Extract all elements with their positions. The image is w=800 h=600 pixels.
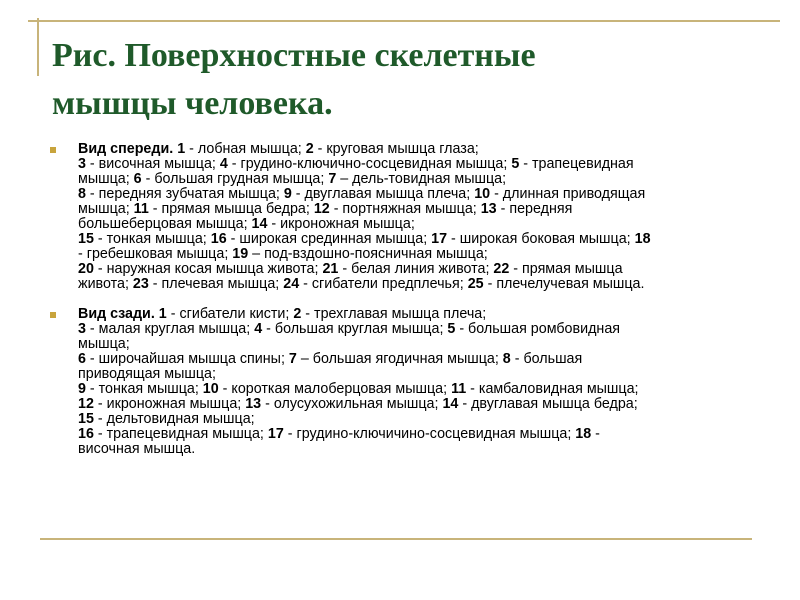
muscle-number: 6 (78, 351, 86, 367)
muscle-text: - грудино-ключичино-сосцевидная мышца; (283, 426, 576, 442)
muscle-number: 15 (78, 411, 94, 427)
text-line (78, 142, 750, 157)
muscle-text: - двуглавая мышца бедра; (458, 396, 638, 412)
muscle-number: 10 (202, 381, 219, 397)
muscle-text: - белая линия живота; (338, 261, 494, 277)
text-line (78, 322, 750, 337)
muscle-text: - передняя зубчатая мышца; (85, 186, 284, 202)
muscle-number: 18 (634, 231, 651, 247)
muscle-text: - тонкая мышца; (85, 381, 203, 397)
muscle-text: – большая ягодичная мышца; (296, 351, 503, 367)
muscle-text: - большая ромбовидная (455, 321, 621, 337)
text-line (78, 382, 750, 397)
text-line (78, 217, 750, 232)
left-accent-line (37, 18, 39, 76)
front-view-text (78, 142, 750, 292)
muscle-text: - наружная косая мышца живота; (93, 261, 323, 277)
back-view-text (78, 307, 750, 457)
muscle-number: 13 (480, 201, 497, 217)
muscle-text: большеберцовая мышца; (78, 216, 252, 232)
muscle-number: 1 (154, 306, 167, 322)
muscle-text: - трапецевидная мышца; (93, 426, 268, 442)
muscle-number: 9 (78, 381, 86, 397)
muscle-text: приводящая мышца; (78, 366, 216, 382)
muscle-text: - тонкая мышца; (93, 231, 211, 247)
muscle-text: - височная мышца; (85, 156, 220, 172)
muscle-text: - икроножная мышца; (267, 216, 415, 232)
text-line (78, 262, 750, 277)
text-line (78, 337, 750, 352)
muscle-text: - гребешковая мышца; (78, 246, 233, 262)
muscle-text: - камбаловидная мышца; (466, 381, 639, 397)
section-heading: Вид спереди. (78, 141, 174, 157)
muscle-number: 3 (78, 321, 86, 337)
muscle-text: - длинная приводящая (490, 186, 646, 202)
text-line (78, 427, 750, 442)
muscle-number: 11 (451, 381, 467, 397)
muscle-number: 16 (78, 426, 94, 442)
text-line (78, 352, 750, 367)
muscle-number: 2 (293, 306, 302, 322)
muscle-text: - круговая мышца глаза; (313, 141, 479, 157)
muscle-text: - олусухожильная мышца; (261, 396, 443, 412)
muscle-number: 11 (133, 201, 149, 217)
muscle-text: - лобная мышца; (185, 141, 306, 157)
muscle-text: - плечевая мышца; (148, 276, 284, 292)
title-line-2: мышцы человека. (52, 85, 333, 122)
muscle-number: 12 (313, 201, 330, 217)
bullet-marker-icon (50, 312, 56, 318)
muscle-text: - большая круглая мышца; (262, 321, 448, 337)
muscle-number: 5 (447, 321, 456, 337)
muscle-number: 1 (173, 141, 186, 157)
muscle-number: 18 (575, 426, 592, 442)
muscle-text: - икроножная мышца; (93, 396, 246, 412)
text-line (78, 247, 750, 262)
muscle-number: 3 (78, 156, 86, 172)
muscle-number: 8 (502, 351, 511, 367)
muscle-number: 14 (251, 216, 268, 232)
muscle-text: - трехглавая мышца плеча; (301, 306, 487, 322)
muscle-number: 24 (283, 276, 300, 292)
muscle-text: - трапецевидная (519, 156, 634, 172)
bullet-back-view (50, 307, 750, 457)
text-line (78, 442, 750, 457)
text-line (78, 187, 750, 202)
muscle-text: - широкая срединная мышца; (226, 231, 432, 247)
muscle-text: - передняя (496, 201, 573, 217)
muscle-text: - грудино-ключично-сосцевидная мышца; (227, 156, 512, 172)
muscle-text: - сгибатели кисти; (166, 306, 294, 322)
muscle-number: 16 (210, 231, 227, 247)
muscle-text: - широчайшая мышца спины; (85, 351, 289, 367)
muscle-number: 10 (474, 186, 491, 202)
muscle-text: - (591, 426, 600, 442)
muscle-number: 7 (328, 171, 337, 187)
muscle-text: - малая круглая мышца; (85, 321, 255, 337)
muscle-number: 22 (493, 261, 510, 277)
text-line (78, 412, 750, 427)
muscle-text: – дель-товидная мышца; (336, 171, 507, 187)
muscle-text: - двуглавая мышца плеча; (291, 186, 475, 202)
muscle-text: - большая (510, 351, 583, 367)
muscle-number: 9 (283, 186, 292, 202)
muscle-text: височная мышца. (78, 441, 196, 457)
muscle-number: 15 (78, 231, 94, 247)
section-heading: Вид сзади. (78, 306, 155, 322)
text-line (78, 397, 750, 412)
text-line (78, 232, 750, 247)
text-line (78, 307, 750, 322)
muscle-text: - дельтовидная мышца; (93, 411, 255, 427)
muscle-number: 8 (78, 186, 86, 202)
muscle-number: 12 (78, 396, 94, 412)
text-line (78, 277, 750, 292)
text-line (78, 367, 750, 382)
text-line (78, 172, 750, 187)
muscle-text: мышца; (78, 336, 130, 352)
slide-title (52, 32, 752, 128)
muscle-text: - короткая малоберцовая мышца; (218, 381, 452, 397)
muscle-number: 23 (132, 276, 149, 292)
bullet-list (50, 142, 750, 457)
muscle-text: - большая грудная мышца; (141, 171, 329, 187)
muscle-text: - портняжная мышца; (329, 201, 481, 217)
bullet-marker-icon (50, 147, 56, 153)
text-line (78, 157, 750, 172)
muscle-number: 4 (254, 321, 263, 337)
muscle-number: 6 (133, 171, 142, 187)
top-divider (28, 20, 780, 22)
muscle-number: 17 (431, 231, 448, 247)
bullet-front-view (50, 142, 750, 292)
muscle-number: 5 (511, 156, 520, 172)
muscle-text: – под-вздошно-поясничная мышца; (248, 246, 488, 262)
muscle-text: живота; (78, 276, 133, 292)
bottom-divider (40, 538, 752, 540)
muscle-number: 4 (219, 156, 228, 172)
muscle-number: 21 (322, 261, 339, 277)
muscle-number: 20 (78, 261, 94, 277)
muscle-number: 19 (232, 246, 249, 262)
muscle-number: 17 (267, 426, 284, 442)
muscle-number: 25 (467, 276, 484, 292)
muscle-number: 7 (288, 351, 297, 367)
muscle-text: - плечелучевая мышца. (483, 276, 645, 292)
muscle-text: - широкая боковая мышца; (447, 231, 635, 247)
muscle-text: мышца; (78, 201, 134, 217)
muscle-text: мышца; (78, 171, 134, 187)
muscle-text: - сгибатели предплечья; (299, 276, 468, 292)
muscle-number: 13 (245, 396, 262, 412)
muscle-text: - прямая мышца (509, 261, 623, 277)
muscle-text: - прямая мышца бедра; (148, 201, 314, 217)
title-line-1: Рис. Поверхностные скелетные (52, 37, 536, 74)
muscle-number: 2 (305, 141, 314, 157)
text-line (78, 202, 750, 217)
muscle-number: 14 (442, 396, 459, 412)
